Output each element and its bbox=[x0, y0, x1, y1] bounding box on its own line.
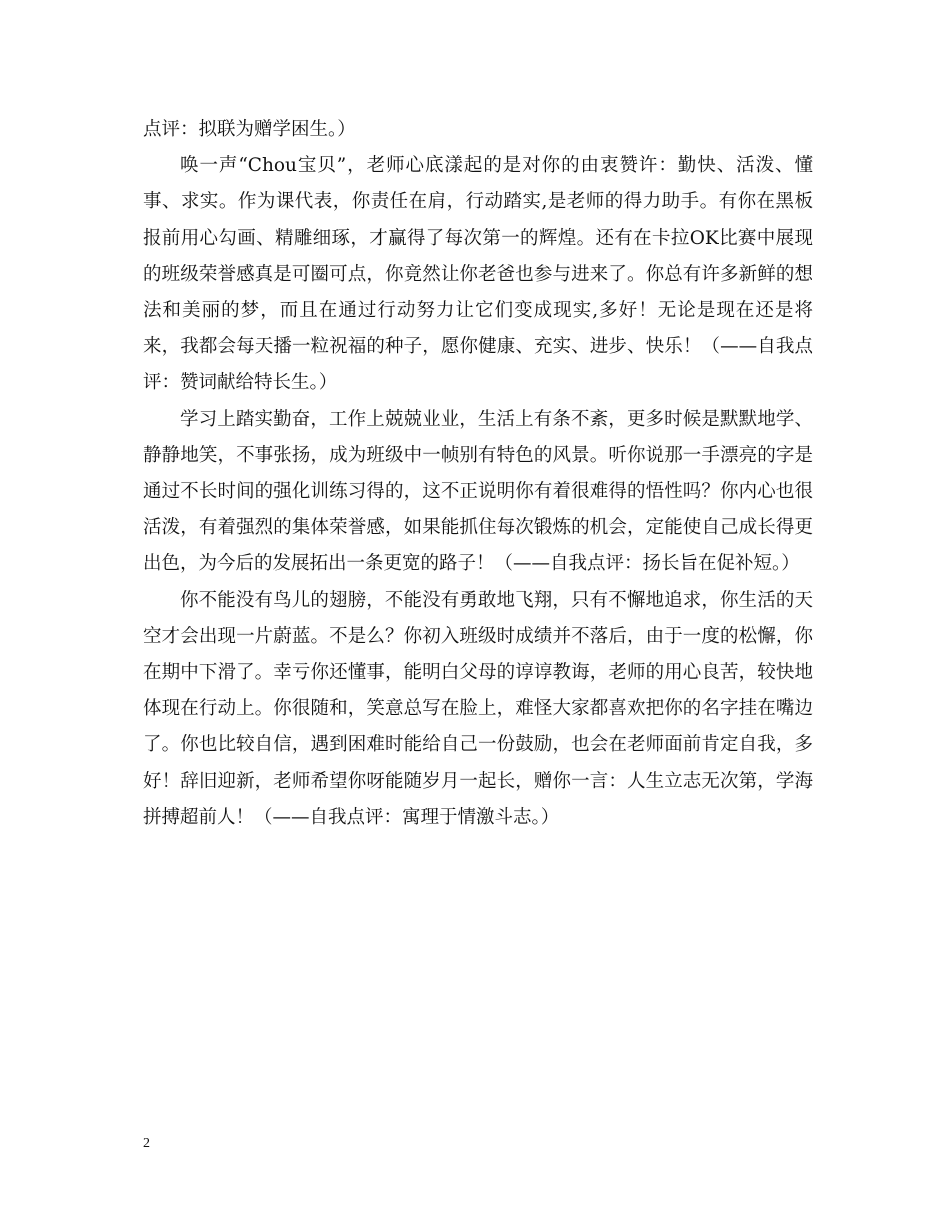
paragraph-4: 你不能没有鸟儿的翅膀，不能没有勇敢地飞翔，只有不懈地追求，你生活的天空才会出现一片蔚蓝。不是么？你初入班级时成绩并不落后，由于一度的松懈，你在期中下滑了。幸亏你还懂事，能明白父母的谆谆教诲，老师的用心良苦，较快地体现在行动上。你很随和，笑意总写在脸上，难怪大家都喜欢把你的名字挂在嘴边了。你也比较自信，遇到困难时能给自己一份鼓励，也会在老师面前肯定自我，多好！辞旧迎新，老师希望你呀能随岁月一起长，赠你一言：人生立志无次第，学海拼搏超前人！（——自我点评：寓理于情激斗志。） bbox=[143, 589, 813, 828]
paragraph-1-continuation: 点评：拟联为赠学困生。） bbox=[143, 119, 356, 140]
paragraph-2: 唤一声“Chou宝贝”，老师心底漾起的是对你的由衷赞许：勤快、活泼、懂事、求实。作为课代表，你责任在肩，行动踏实,是老师的得力助手。有你在黑板报前用心勾画、精雕细琢，才赢得了每次第一的辉煌。还有在卡拉OK比赛中展现的班级荣誉感真是可圈可点，你竟然让你老爸也参与进来了。你总有许多新鲜的想法和美丽的梦，而且在通过行动努力让它们变成现实,多好！无论是现在还是将来，我都会每天播一粒祝福的种子，愿你健康、充实、进步、快乐！（——自我点评：赞词献给特长生。） bbox=[143, 155, 813, 394]
paragraph-3: 学习上踏实勤奋，工作上兢兢业业，生活上有条不紊，更多时候是默默地学、静静地笑，不事张扬，成为班级中一帧别有特色的风景。听你说那一手漂亮的字是通过不长时间的强化训练习得的，这不正说明你有着很难得的悟性吗？你内心也很活泼，有着强烈的集体荣誉感，如果能抓住每次锻炼的机会，定能使自己成长得更出色，为今后的发展拓出一条更宽的路子！（——自我点评：扬长旨在促补短。） bbox=[143, 408, 813, 575]
document-body bbox=[143, 112, 813, 836]
page-number: 2 bbox=[143, 1136, 150, 1151]
